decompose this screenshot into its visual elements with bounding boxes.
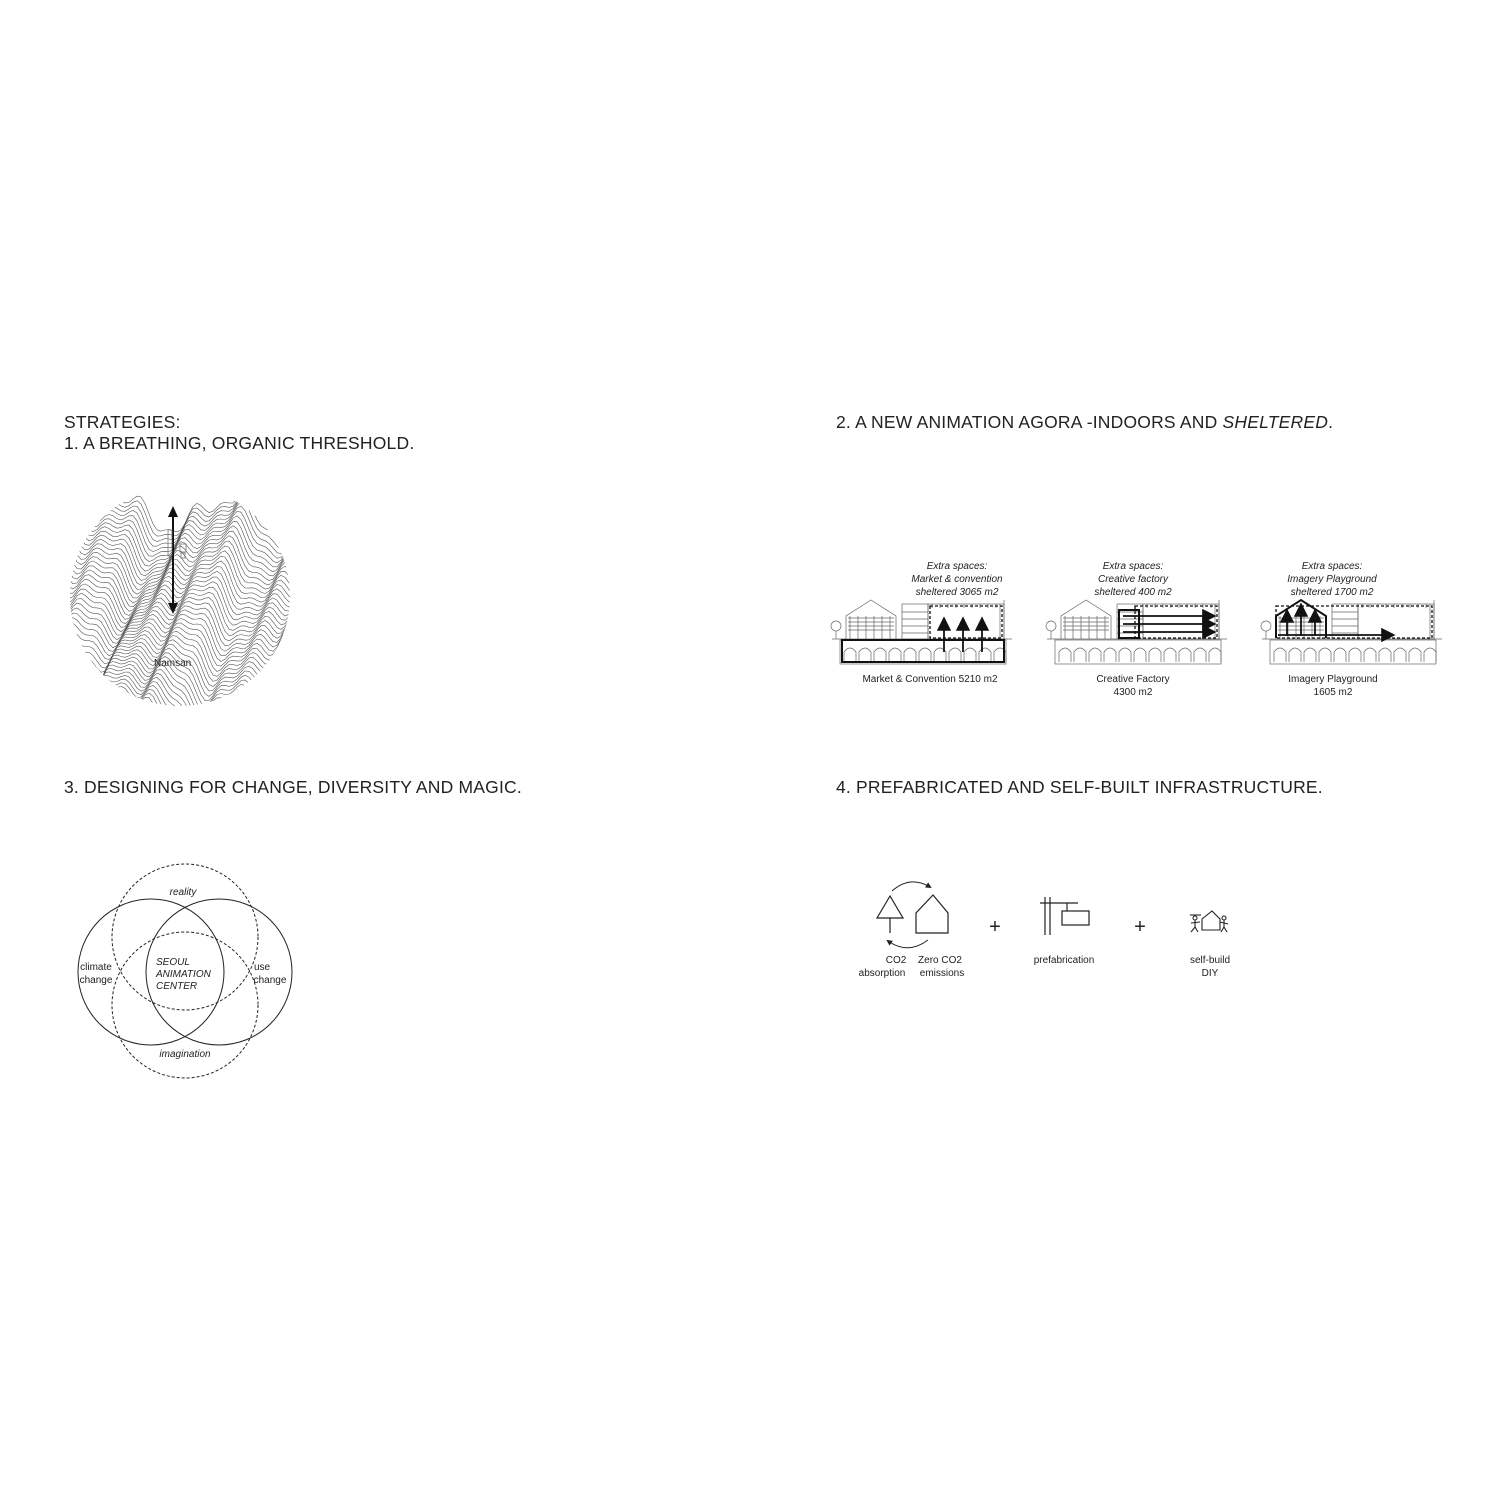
basement-vault (1424, 648, 1436, 662)
right-block (1358, 604, 1434, 639)
basement-vault (1164, 648, 1176, 662)
basement-vault (844, 648, 856, 662)
contour-line (65, 522, 305, 572)
building-footprint (168, 530, 172, 556)
basement-vault (1089, 648, 1101, 662)
zero-co2-label-2: emissions (919, 968, 965, 979)
basement-vault (1059, 648, 1071, 662)
strategy-2-heading-period: . (1328, 412, 1334, 432)
basement-vault (1289, 648, 1301, 662)
tree-icon (1046, 621, 1056, 631)
strategies-title: STRATEGIES: (64, 412, 181, 432)
self-build-icon (1190, 911, 1228, 932)
right-block (928, 604, 1004, 639)
strategy-2-heading-emphasis: SHELTERED (1222, 412, 1329, 432)
section-caption-area: 1605 m2 (1313, 687, 1353, 698)
extra-spaces-title: Extra spaces: (926, 561, 988, 572)
venn-label-use: use (253, 962, 271, 973)
namsan-label: Namsan (154, 658, 192, 669)
basement-vault (919, 648, 931, 662)
venn-label-reality: reality (169, 887, 197, 898)
basement-vault (1394, 648, 1406, 662)
gabled-hall (1061, 600, 1111, 639)
plus-sign-2: + (1134, 916, 1146, 938)
diy-label: DIY (1201, 968, 1219, 979)
arrow-head-up (168, 506, 178, 517)
extra-spaces-name: Imagery Playground (1287, 574, 1377, 585)
contour-line (65, 615, 305, 661)
section-imagery-playground (1261, 561, 1442, 698)
basement-vault (1179, 648, 1191, 662)
venn-label-climate: climate (80, 962, 112, 973)
extra-spaces-title: Extra spaces: (1301, 561, 1363, 572)
venn-diagram (75, 862, 305, 1092)
basement-vault (889, 648, 901, 662)
strategy-4-heading: 4. PREFABRICATED AND SELF-BUILT INFRASTRUCTURE. (836, 777, 1323, 797)
tree-icon (1261, 621, 1271, 631)
section-market-convention (831, 561, 1012, 685)
extra-spaces-area: sheltered 1700 m2 (1290, 587, 1374, 598)
extra-spaces-name: Creative factory (1097, 574, 1169, 585)
venn-center-line-3: CENTER (156, 981, 198, 992)
cycle-arrow-top (892, 882, 930, 891)
section-caption: Creative Factory (1096, 674, 1170, 685)
basement-outline (840, 640, 1006, 664)
basement-vault (949, 648, 961, 662)
basement-vault (1134, 648, 1146, 662)
building-section-base (1261, 600, 1442, 664)
cycle-arrow-bottom (888, 940, 928, 948)
basement-vault (1319, 648, 1331, 662)
co2-label: CO2 (885, 955, 907, 966)
venn-label-use-2: change (253, 975, 287, 986)
basement-vault (1074, 648, 1086, 662)
extra-spaces-name: Market & convention (911, 574, 1003, 585)
basement-vault (1379, 648, 1391, 662)
venn-center-line-2: ANIMATION (156, 969, 211, 980)
section-creative-factory (1046, 561, 1227, 698)
gabled-hall (846, 600, 896, 639)
basement-vault (1334, 648, 1346, 662)
basement-vault (1409, 648, 1421, 662)
basement-vault (1104, 648, 1116, 662)
tree-icon (877, 896, 903, 933)
sheltered-extra-space-outline (930, 606, 1002, 638)
contour-line (65, 492, 305, 542)
basement-vault (1209, 648, 1221, 662)
basement-vault (1349, 648, 1361, 662)
agora-sections-diagram (832, 560, 1442, 700)
basement-vault (1274, 648, 1286, 662)
venn-center-line-1: SEOUL (156, 957, 190, 968)
strategy-3-heading: 3. DESIGNING FOR CHANGE, DIVERSITY AND MAGIC. (64, 777, 522, 797)
basement-vault (979, 648, 991, 662)
contour-line (65, 668, 305, 720)
contour-lines (65, 482, 305, 753)
contour-line (65, 646, 305, 697)
section-caption: Market & Convention 5210 m2 (862, 674, 998, 685)
namsan-contour-map (70, 500, 300, 720)
co2-label-2: absorption (858, 968, 906, 979)
contour-line (65, 631, 305, 682)
section-caption: Imagery Playground (1288, 674, 1378, 685)
contour-line (65, 541, 305, 589)
contour-line (65, 683, 305, 740)
contour-line (65, 487, 305, 536)
middle-block (902, 604, 928, 639)
plus-sign: + (989, 916, 1001, 938)
extra-spaces-area: sheltered 3065 m2 (915, 587, 999, 598)
house-icon (916, 895, 948, 933)
strategy-1-heading: 1. A BREATHING, ORGANIC THRESHOLD. (64, 433, 415, 453)
crane-icon (1040, 897, 1089, 935)
extra-spaces-title: Extra spaces: (1102, 561, 1164, 572)
basement-vault (1149, 648, 1161, 662)
basement-outline (1055, 640, 1221, 664)
basement-outline (1270, 640, 1436, 664)
basement-vault (859, 648, 871, 662)
tree-icon (831, 621, 841, 631)
strategy-2-heading (836, 411, 1333, 433)
contour-line (65, 567, 305, 612)
contour-line (65, 690, 305, 748)
basement-vault (1304, 648, 1316, 662)
right-block (1143, 604, 1219, 639)
basement-vault (1119, 648, 1131, 662)
middle-block (1332, 604, 1358, 639)
basement-vault (964, 648, 976, 662)
basement-vault (1364, 648, 1376, 662)
extra-spaces-area: sheltered 400 m2 (1094, 587, 1172, 598)
basement-vault (1194, 648, 1206, 662)
building-section-base (831, 600, 1012, 664)
sheltered-extra-space-outline (1135, 606, 1217, 638)
zero-co2-label: Zero CO2 (918, 955, 962, 966)
infrastructure-diagram (850, 875, 1250, 995)
section-caption-area: 4300 m2 (1113, 687, 1153, 698)
basement-vault (874, 648, 886, 662)
prefabrication-label: prefabrication (1033, 955, 1095, 966)
strategy-2-heading-text: 2. A NEW ANIMATION AGORA -INDOORS AND (836, 412, 1223, 432)
venn-label-imagination: imagination (159, 1049, 211, 1060)
self-build-label: self-build (1189, 955, 1231, 966)
basement-vault (904, 648, 916, 662)
contour-line (65, 497, 305, 547)
venn-label-climate-2: change (79, 975, 113, 986)
